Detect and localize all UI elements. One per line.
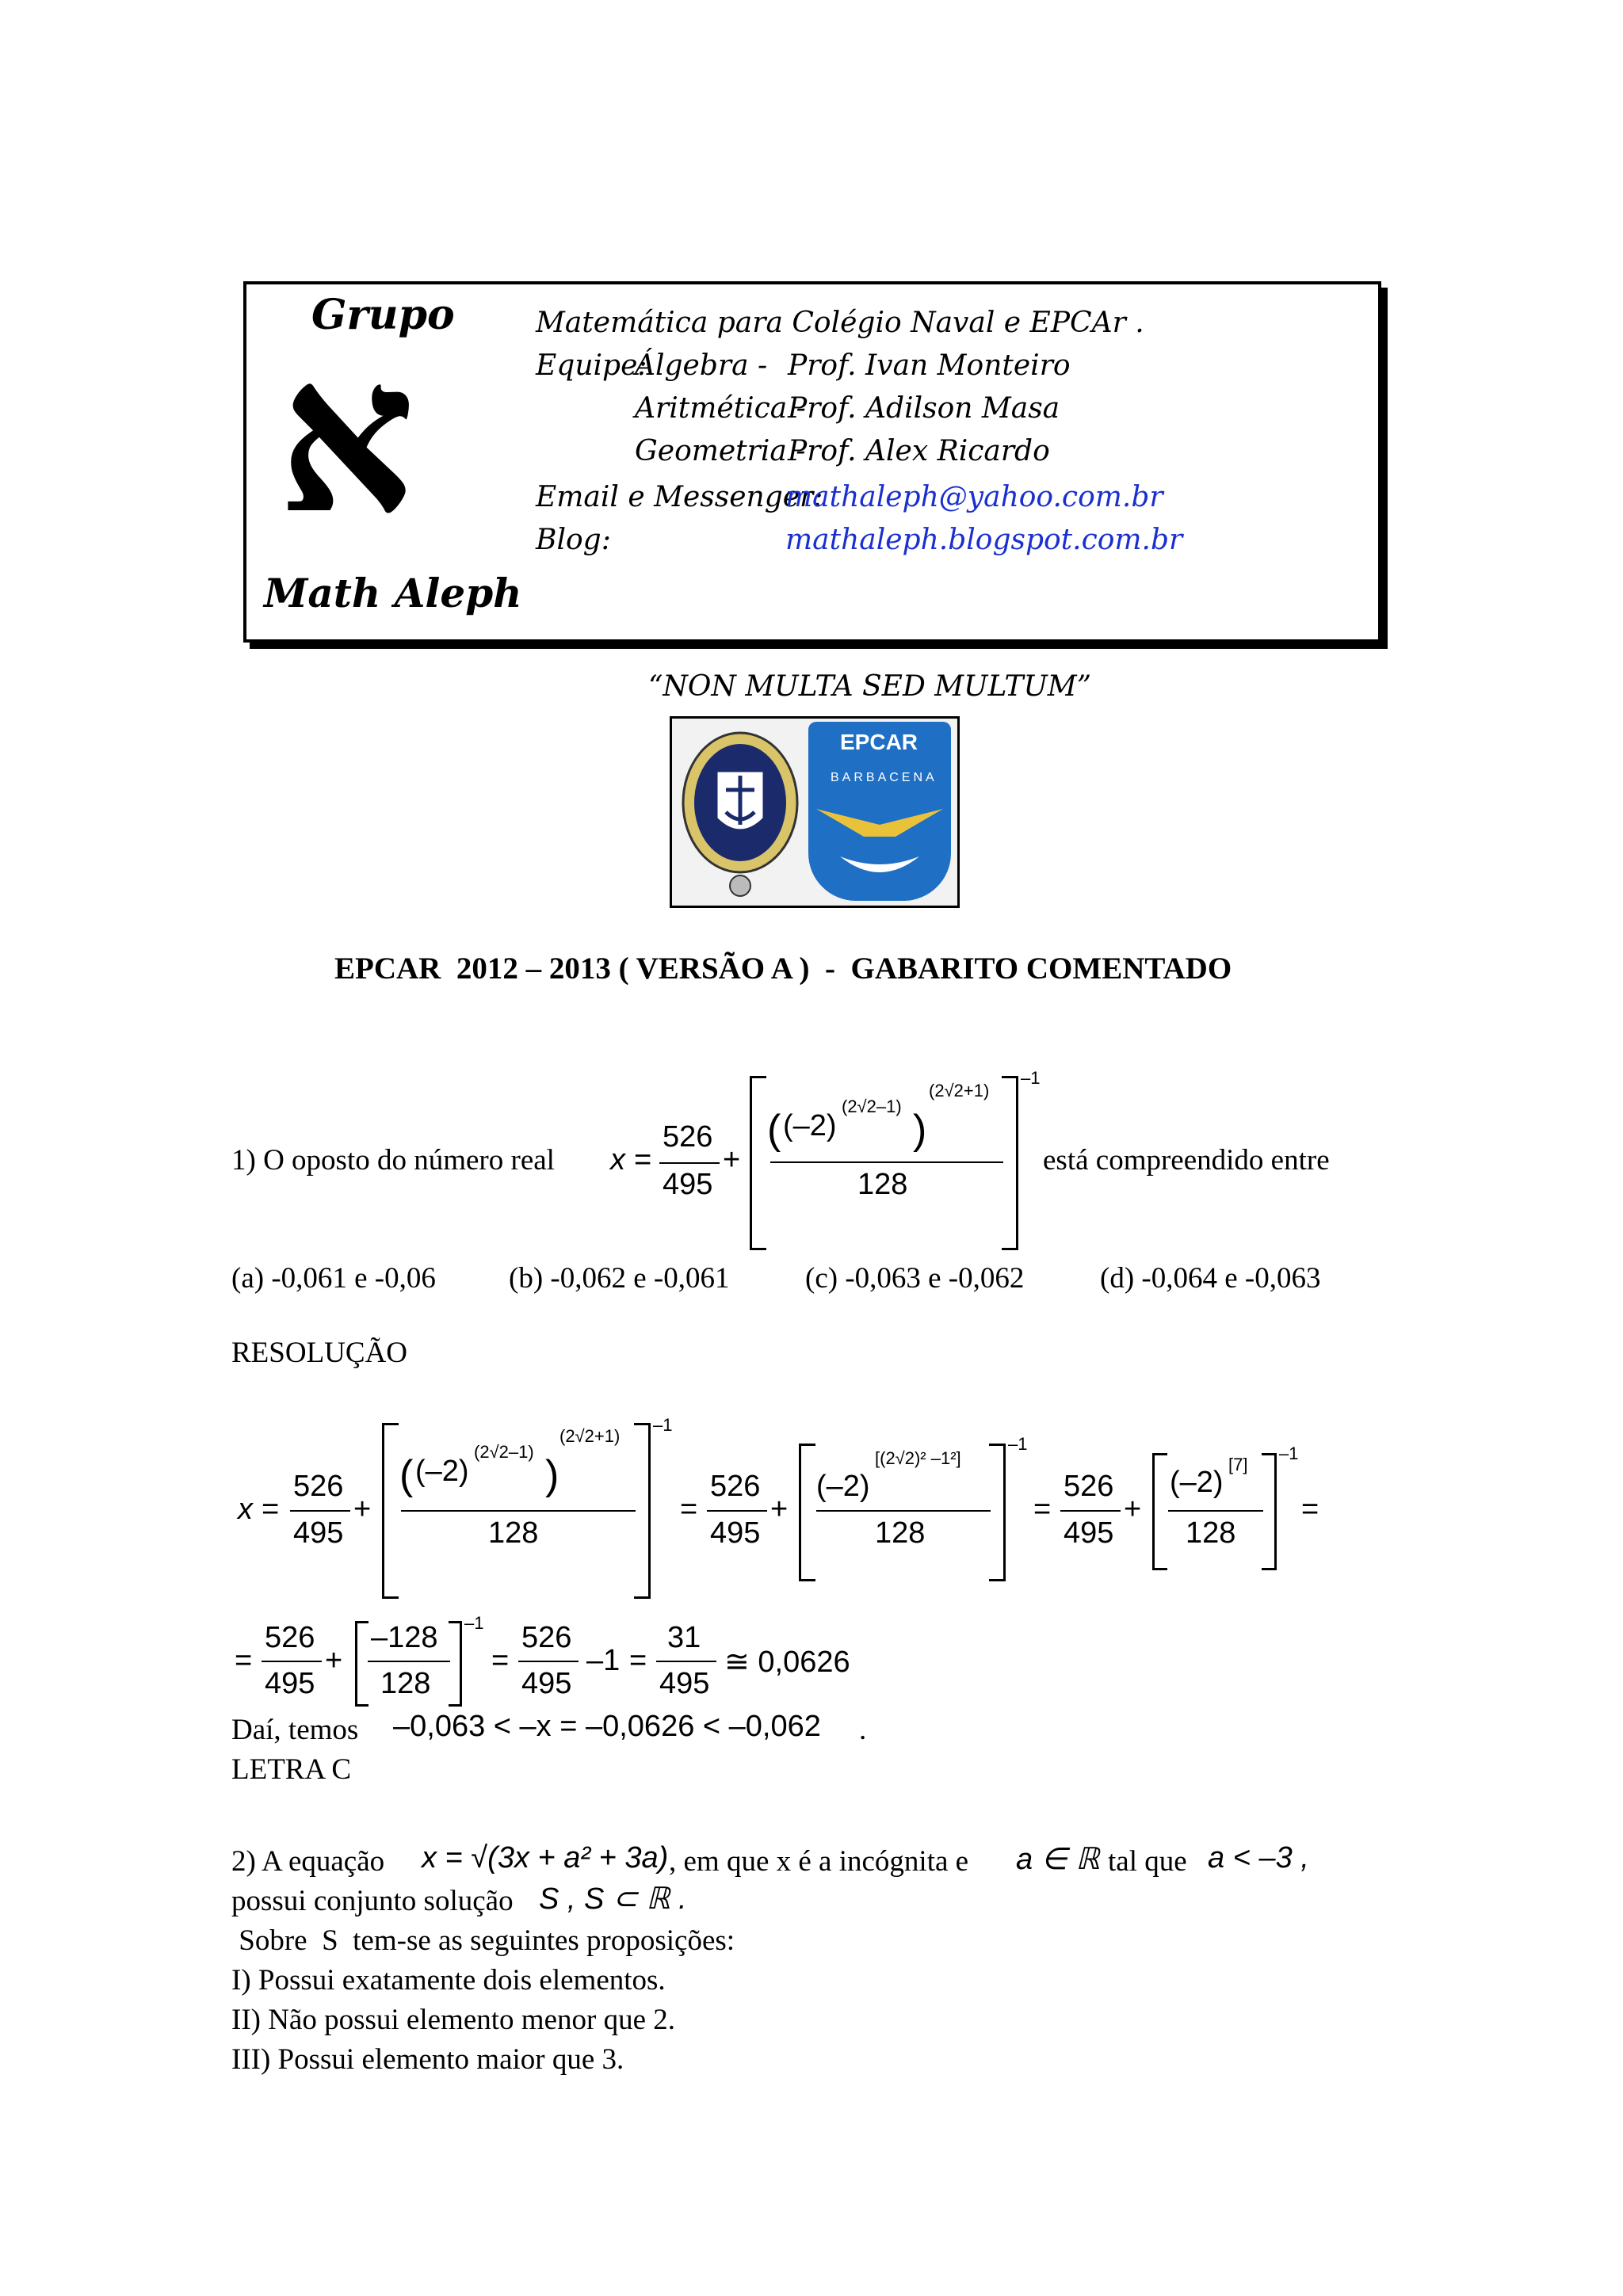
r1-den128: 128	[488, 1516, 539, 1550]
r1-num: 526	[293, 1470, 344, 1503]
r2-eq3: =	[1033, 1493, 1052, 1526]
epcar-badge-text: EPCAR	[840, 730, 918, 754]
r5-num: 526	[521, 1621, 572, 1654]
email-label: Email e Messenger:	[536, 481, 823, 513]
q1-right-bracket	[1002, 1076, 1018, 1250]
r2-den: 495	[710, 1516, 761, 1550]
r4-lbracket	[355, 1621, 369, 1707]
r1-exp1: (2√2–1)	[474, 1442, 534, 1462]
row-aritmetica: Aritmética -	[635, 392, 806, 425]
q2-item-2: II) Não possui elemento menor que 2.	[231, 2004, 675, 2036]
r4-den128: 128	[380, 1667, 431, 1700]
q1-option-b: (b) -0,062 e -0,061	[509, 1262, 730, 1295]
equipe-label: Equipe:	[536, 349, 647, 382]
header-box	[243, 281, 1381, 643]
r5-minus-one: –1	[586, 1644, 621, 1677]
r1-eq2: =	[680, 1493, 698, 1526]
r4-eq2: =	[491, 1644, 510, 1677]
r3-inner-bar	[1168, 1510, 1263, 1512]
epcar-badge-icon	[808, 722, 951, 901]
q1-inner-bar	[770, 1161, 1003, 1163]
q2-expr: x = √(3x + a² + 3a)	[422, 1841, 669, 1875]
r3-base: (–2)	[1170, 1466, 1224, 1499]
q1-intro: 1) O oposto do número real	[231, 1144, 555, 1177]
r2-rbracket	[989, 1444, 1006, 1581]
q1-x-var: x =	[610, 1143, 651, 1177]
r2-outer-exp: –1	[1008, 1434, 1028, 1454]
dai-expr: –0,063 < –x = –0,0626 < –0,062	[393, 1710, 821, 1743]
r1-paren: (	[399, 1452, 414, 1498]
blog-link[interactable]: mathaleph.blogspot.com.br	[785, 524, 1183, 556]
r2-inner-bar	[816, 1510, 991, 1512]
r2-lbracket	[799, 1444, 815, 1581]
r5-num31: 31	[667, 1621, 701, 1654]
logo-bottom: Math Aleph	[264, 570, 522, 616]
q1-option-a: (a) -0,061 e -0,06	[231, 1262, 436, 1295]
epcar-wings-icon	[816, 793, 943, 896]
logo-top: Grupo	[311, 291, 455, 339]
q2-intro: 2) A equação	[231, 1845, 385, 1878]
r5-den: 495	[521, 1667, 572, 1700]
r4-rbracket	[449, 1621, 462, 1707]
q1-option-d: (d) -0,064 e -0,063	[1100, 1262, 1321, 1295]
r4-den: 495	[265, 1667, 315, 1700]
row-geometria: Geometria -	[635, 435, 806, 467]
r1-paren-close: )	[545, 1452, 559, 1498]
r1-x: x =	[238, 1493, 279, 1526]
r3-bar	[1060, 1510, 1121, 1512]
header-line1: Matemática para Colégio Naval e EPCAr .	[536, 307, 1144, 339]
q1-suffix: está compreendido entre	[1043, 1144, 1330, 1177]
q1-frac-num: 526	[663, 1120, 713, 1154]
r3-plus: +	[1124, 1493, 1142, 1526]
r5-bar	[518, 1661, 579, 1662]
q2-tal: tal que	[1108, 1845, 1187, 1878]
r3-outer-exp: –1	[1279, 1444, 1299, 1463]
email-link[interactable]: mathaleph@yahoo.com.br	[785, 481, 1163, 513]
q2-item-1: I) Possui exatamente dois elementos.	[231, 1964, 666, 1997]
r3-rbracket	[1262, 1453, 1277, 1570]
r4-outer-exp: –1	[464, 1613, 484, 1633]
q1-den128: 128	[857, 1168, 908, 1201]
epcar-badge-subtext: BARBACENA	[831, 771, 938, 784]
r4-eq: =	[235, 1644, 253, 1677]
dai-text: Daí, temos	[231, 1714, 359, 1746]
r3-den: 495	[1064, 1516, 1114, 1550]
q2-item-3: III) Possui elemento maior que 3.	[231, 2043, 624, 2076]
r4-bar	[262, 1661, 322, 1662]
page-title: EPCAR 2012 – 2013 ( VERSÃO A ) - GABARITO COMENTADO	[334, 952, 1232, 986]
r5-den2: 495	[659, 1667, 710, 1700]
letra-answer: LETRA C	[231, 1753, 352, 1786]
r1-lbracket	[382, 1423, 399, 1599]
r5-approx: ≅ 0,0626	[724, 1646, 850, 1679]
q2-line2a: possui conjunto solução	[231, 1885, 514, 1917]
r5-bar2	[656, 1661, 716, 1662]
r1-outer-exp: –1	[653, 1415, 673, 1435]
r1-exp2: (2√2+1)	[559, 1426, 621, 1446]
q1-exp1: (2√2–1)	[842, 1097, 902, 1116]
r3-lbracket	[1152, 1453, 1167, 1570]
q1-left-bracket	[750, 1076, 766, 1250]
q1-exp2: (2√2+1)	[929, 1081, 990, 1100]
r1-inner-bar	[401, 1510, 636, 1512]
r1-den: 495	[293, 1516, 344, 1550]
r1-plus: +	[353, 1493, 372, 1526]
r3-num: 526	[1064, 1470, 1114, 1503]
q1-outer-paren-close: )	[913, 1107, 927, 1153]
r4-inner-bar	[368, 1661, 450, 1662]
r2-plus: +	[770, 1493, 789, 1526]
q1-frac-den: 495	[663, 1168, 713, 1201]
q1-plus: +	[723, 1143, 741, 1177]
r2-exp3: [(2√2)² –1²]	[875, 1448, 961, 1468]
q2-line3: Sobre S tem-se as seguintes proposições:	[231, 1924, 735, 1957]
dai-period: .	[859, 1714, 867, 1746]
q1-frac-bar	[659, 1162, 720, 1164]
r3-exp4: [7]	[1228, 1455, 1248, 1474]
r1-rbracket	[634, 1423, 651, 1599]
r3-eq4: =	[1301, 1493, 1319, 1526]
r2-num: 526	[710, 1470, 761, 1503]
r1-bar	[290, 1510, 350, 1512]
r4-neg128: –128	[371, 1621, 438, 1654]
q1-option-c: (c) -0,063 e -0,062	[805, 1262, 1025, 1295]
naval-college-badge-icon	[677, 723, 804, 899]
row-algebra-prof: Prof. Ivan Monteiro	[788, 349, 1071, 382]
badges-image	[670, 716, 960, 908]
q1-base: (–2)	[783, 1109, 837, 1142]
r4-plus: +	[325, 1644, 343, 1677]
q1-outer-paren: (	[767, 1107, 781, 1153]
r3-den128: 128	[1186, 1516, 1236, 1550]
r2-base: (–2)	[816, 1470, 870, 1503]
q1-outer-exp: –1	[1021, 1068, 1041, 1088]
q2-line2b: S , S ⊂ ℝ .	[539, 1882, 687, 1916]
r4-num: 526	[265, 1621, 315, 1654]
row-algebra: Álgebra -	[635, 349, 768, 382]
resolucao-heading: RESOLUÇÃO	[231, 1337, 408, 1369]
q2-cond: a ∈ ℝ	[1016, 1843, 1100, 1876]
row-aritmetica-prof: Prof. Adilson Masa	[788, 392, 1060, 425]
q2-mid: , em que x é a incógnita e	[669, 1845, 969, 1878]
r2-bar	[707, 1510, 767, 1512]
motto: “NON MULTA SED MULTUM”	[648, 670, 1092, 703]
q2-cond2: a < –3 ,	[1208, 1841, 1309, 1875]
r1-base: (–2)	[415, 1455, 469, 1488]
row-geometria-prof: Prof. Alex Ricardo	[788, 435, 1050, 467]
blog-label: Blog:	[536, 524, 611, 556]
r5-eq: =	[629, 1644, 647, 1677]
aleph-logo-icon: א	[278, 320, 416, 557]
r2-den128: 128	[875, 1516, 926, 1550]
